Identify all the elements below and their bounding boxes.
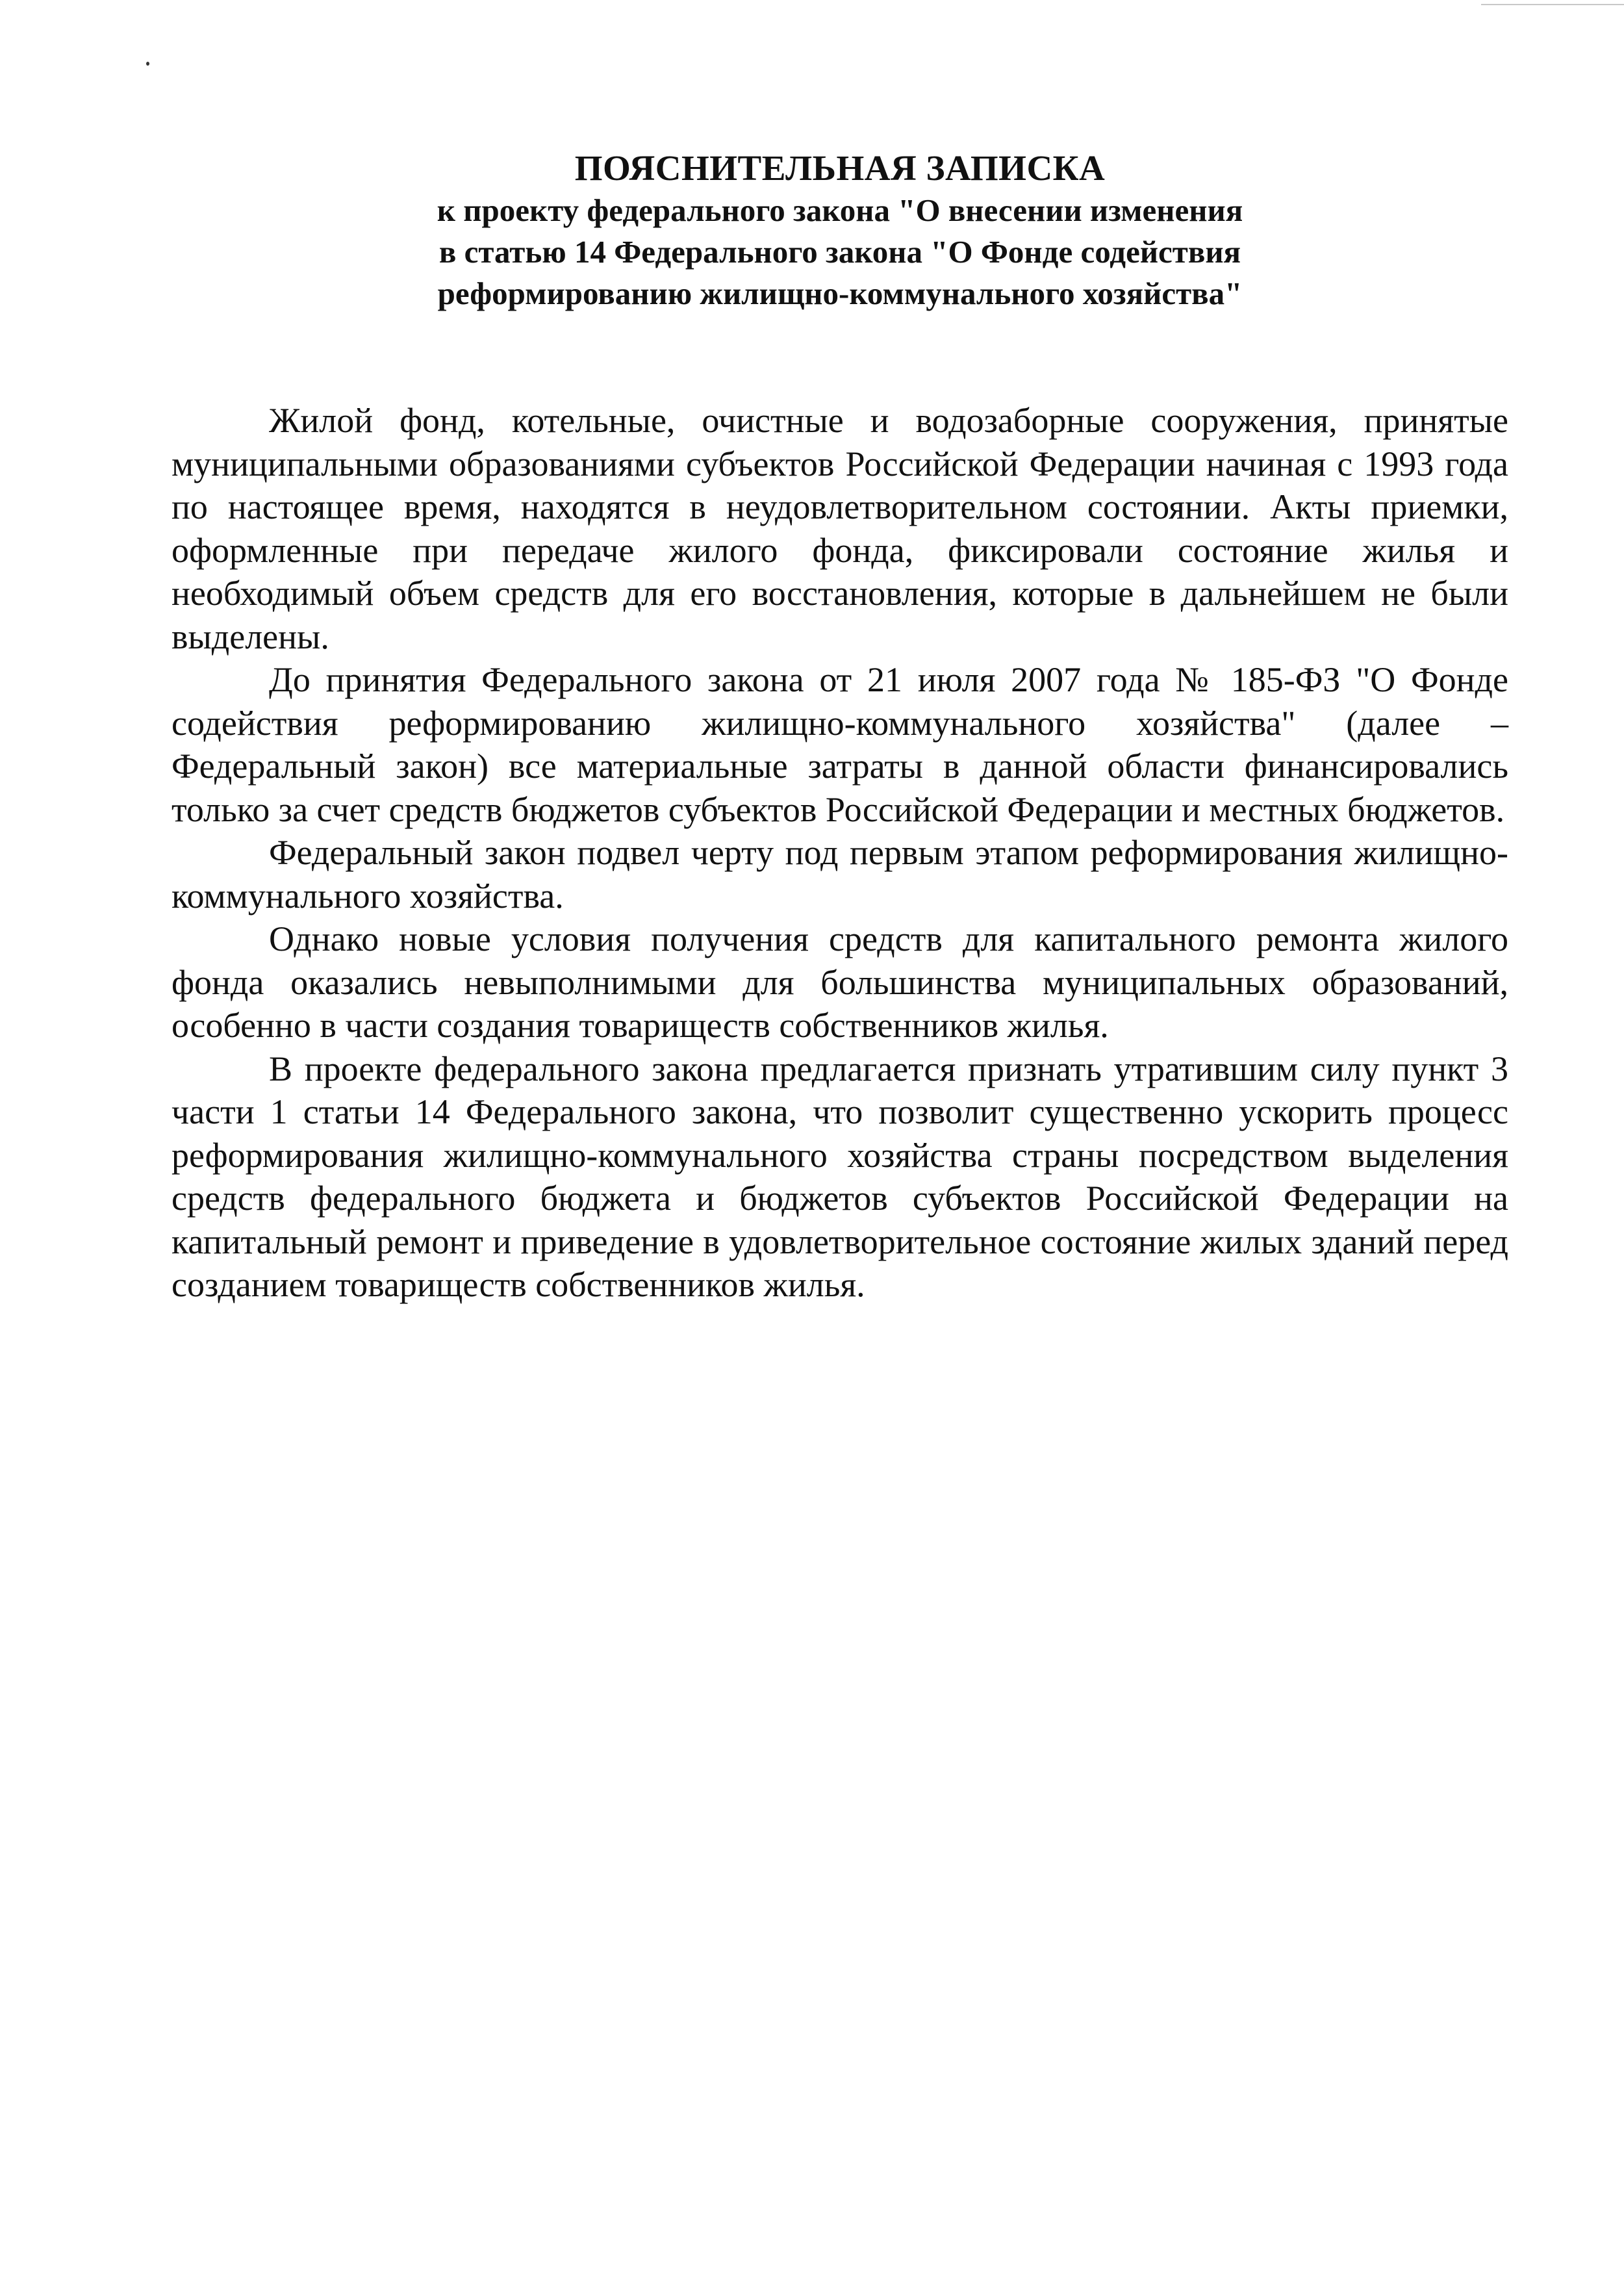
subtitle-line: к проекту федерального закона "О внесении изменения: [437, 192, 1243, 228]
scan-edge-mark: [1481, 0, 1624, 5]
scan-speck: [146, 62, 149, 66]
subtitle-line: реформированию жилищно-коммунального хозяйства": [437, 275, 1243, 311]
body-paragraph: В проекте федерального закона предлагается признать утратившим силу пункт 3 части 1 статьи 14 Федерального закона, что позволит существенно ускорить процесс реформирования жилищно-коммунального хозяйства страны посредством выделения средств федерального бюджета и бюджетов субъектов Российской Федерации на капитальный ремонт и приведение в удовлетворительное состояние жилых зданий перед созданием товариществ собственников жилья.: [171, 1049, 1508, 1304]
document-subtitle: [171, 190, 1508, 314]
document-page: [171, 147, 1508, 1307]
body-paragraph: Однако новые условия получения средств для капитального ремонта жилого фонда оказались невыполнимыми для большинства муниципальных образований, особенно в части создания товариществ собственников жилья.: [171, 919, 1508, 1045]
body-paragraph: Жилой фонд, котельные, очистные и водозаборные сооружения, принятые муниципальными образованиями субъектов Российской Федерации начиная с 1993 года по настоящее время, находятся в неудовлетворительном состоянии. Акты приемки, оформленные при передаче жилого фонда, фиксировали состояние жилья и необходимый объем средств для его восстановления, которые в дальнейшем не были выделены.: [171, 401, 1508, 656]
body-paragraph: До принятия Федерального закона от 21 июля 2007 года № 185-ФЗ "О Фонде содействия реформированию жилищно-коммунального хозяйства" (далее – Федеральный закон) все материальные затраты в данной области финансировались только за счет средств бюджетов субъектов Российской Федерации и местных бюджетов.: [171, 660, 1508, 829]
document-body: [171, 399, 1508, 1307]
subtitle-line: в статью 14 Федерального закона "О Фонде содействия: [438, 234, 1241, 270]
document-title: ПОЯСНИТЕЛЬНАЯ ЗАПИСКА: [574, 148, 1106, 188]
body-paragraph: Федеральный закон подвел черту под первым этапом реформирования жилищно-коммунального хозяйства.: [171, 833, 1508, 916]
